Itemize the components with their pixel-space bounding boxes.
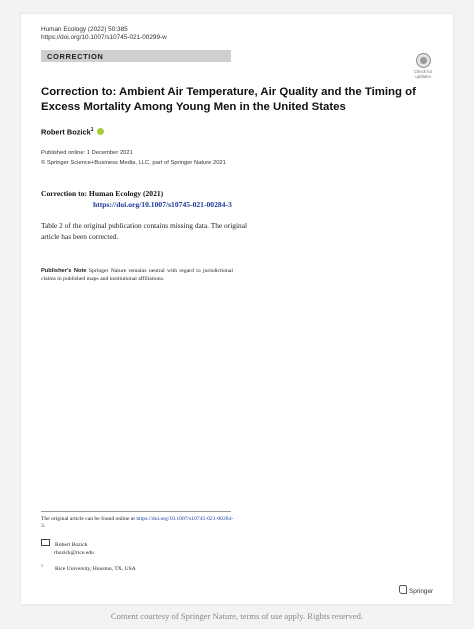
- orcid-icon[interactable]: [97, 128, 104, 135]
- publisher-note-label: Publisher's Note: [41, 268, 87, 274]
- original-article-link[interactable]: https://doi.org/10.1007/s10745-021-00284-3: [41, 516, 234, 530]
- original-article-prefix: The original article can be found online at: [41, 516, 137, 522]
- publisher-note: [41, 268, 233, 284]
- journal-header: [41, 26, 167, 42]
- author-affiliation-marker: 1: [90, 127, 94, 133]
- author-name[interactable]: Robert Bozick: [41, 127, 91, 137]
- article-title: Correction to: Ambient Air Temperature, Air Quality and the Timing of Excess Mortality Among Young Men in the United States: [41, 86, 416, 113]
- affiliation-text: Rice University, Houston, TX, USA: [55, 565, 136, 572]
- author-line: [41, 127, 104, 136]
- publication-info: [41, 149, 226, 168]
- footnote-divider: [41, 511, 231, 512]
- correction-to-label: Correction to: Human Ecology (2021): [41, 189, 164, 198]
- copyright-line: © Springer Science+Business Media, LLC, part of Springer Nature 2021: [41, 159, 226, 166]
- check-updates-line1: Check for: [413, 69, 433, 74]
- springer-horse-icon: [399, 585, 407, 594]
- correction-banner: [41, 50, 231, 62]
- envelope-icon: [41, 539, 50, 546]
- courtesy-notice: Content courtesy of Springer Nature, terms of use apply. Rights reserved.: [110, 611, 364, 621]
- check-updates-label: [409, 69, 437, 79]
- springer-logo: [399, 585, 433, 595]
- contact-name: Robert Bozick: [55, 542, 88, 548]
- original-article-footnote: [41, 516, 235, 531]
- original-article-doi-link[interactable]: https://doi.org/10.1007/s10745-021-00284-3: [93, 199, 232, 209]
- publisher-note-text: Springer Nature remains neutral with regard to jurisdictional claims in published maps and institutional affiliations.: [41, 268, 233, 282]
- correction-body: Table 2 of the original publication contains missing data. The original article has been corrected.: [41, 221, 248, 241]
- springer-logo-text: Springer: [409, 588, 434, 595]
- check-for-updates-button[interactable]: [409, 53, 437, 79]
- contact-footnote: [41, 539, 94, 557]
- check-updates-line2: updates: [415, 74, 431, 79]
- affiliation-footnote: [41, 563, 136, 572]
- correction-label: CORRECTION: [47, 52, 104, 61]
- correction-to-block: [41, 189, 232, 210]
- paper-page: [21, 14, 453, 604]
- published-date: Published online: 1 December 2021: [41, 150, 133, 156]
- affiliation-number: 1: [41, 563, 43, 568]
- article-doi[interactable]: https://doi.org/10.1007/s10745-021-00299-w: [41, 34, 167, 41]
- journal-citation: Human Ecology (2022) 50:385: [41, 26, 128, 33]
- original-article-suffix: .: [43, 523, 46, 530]
- contact-email[interactable]: rbozick@rice.edu: [54, 549, 94, 556]
- check-updates-icon: [416, 53, 431, 68]
